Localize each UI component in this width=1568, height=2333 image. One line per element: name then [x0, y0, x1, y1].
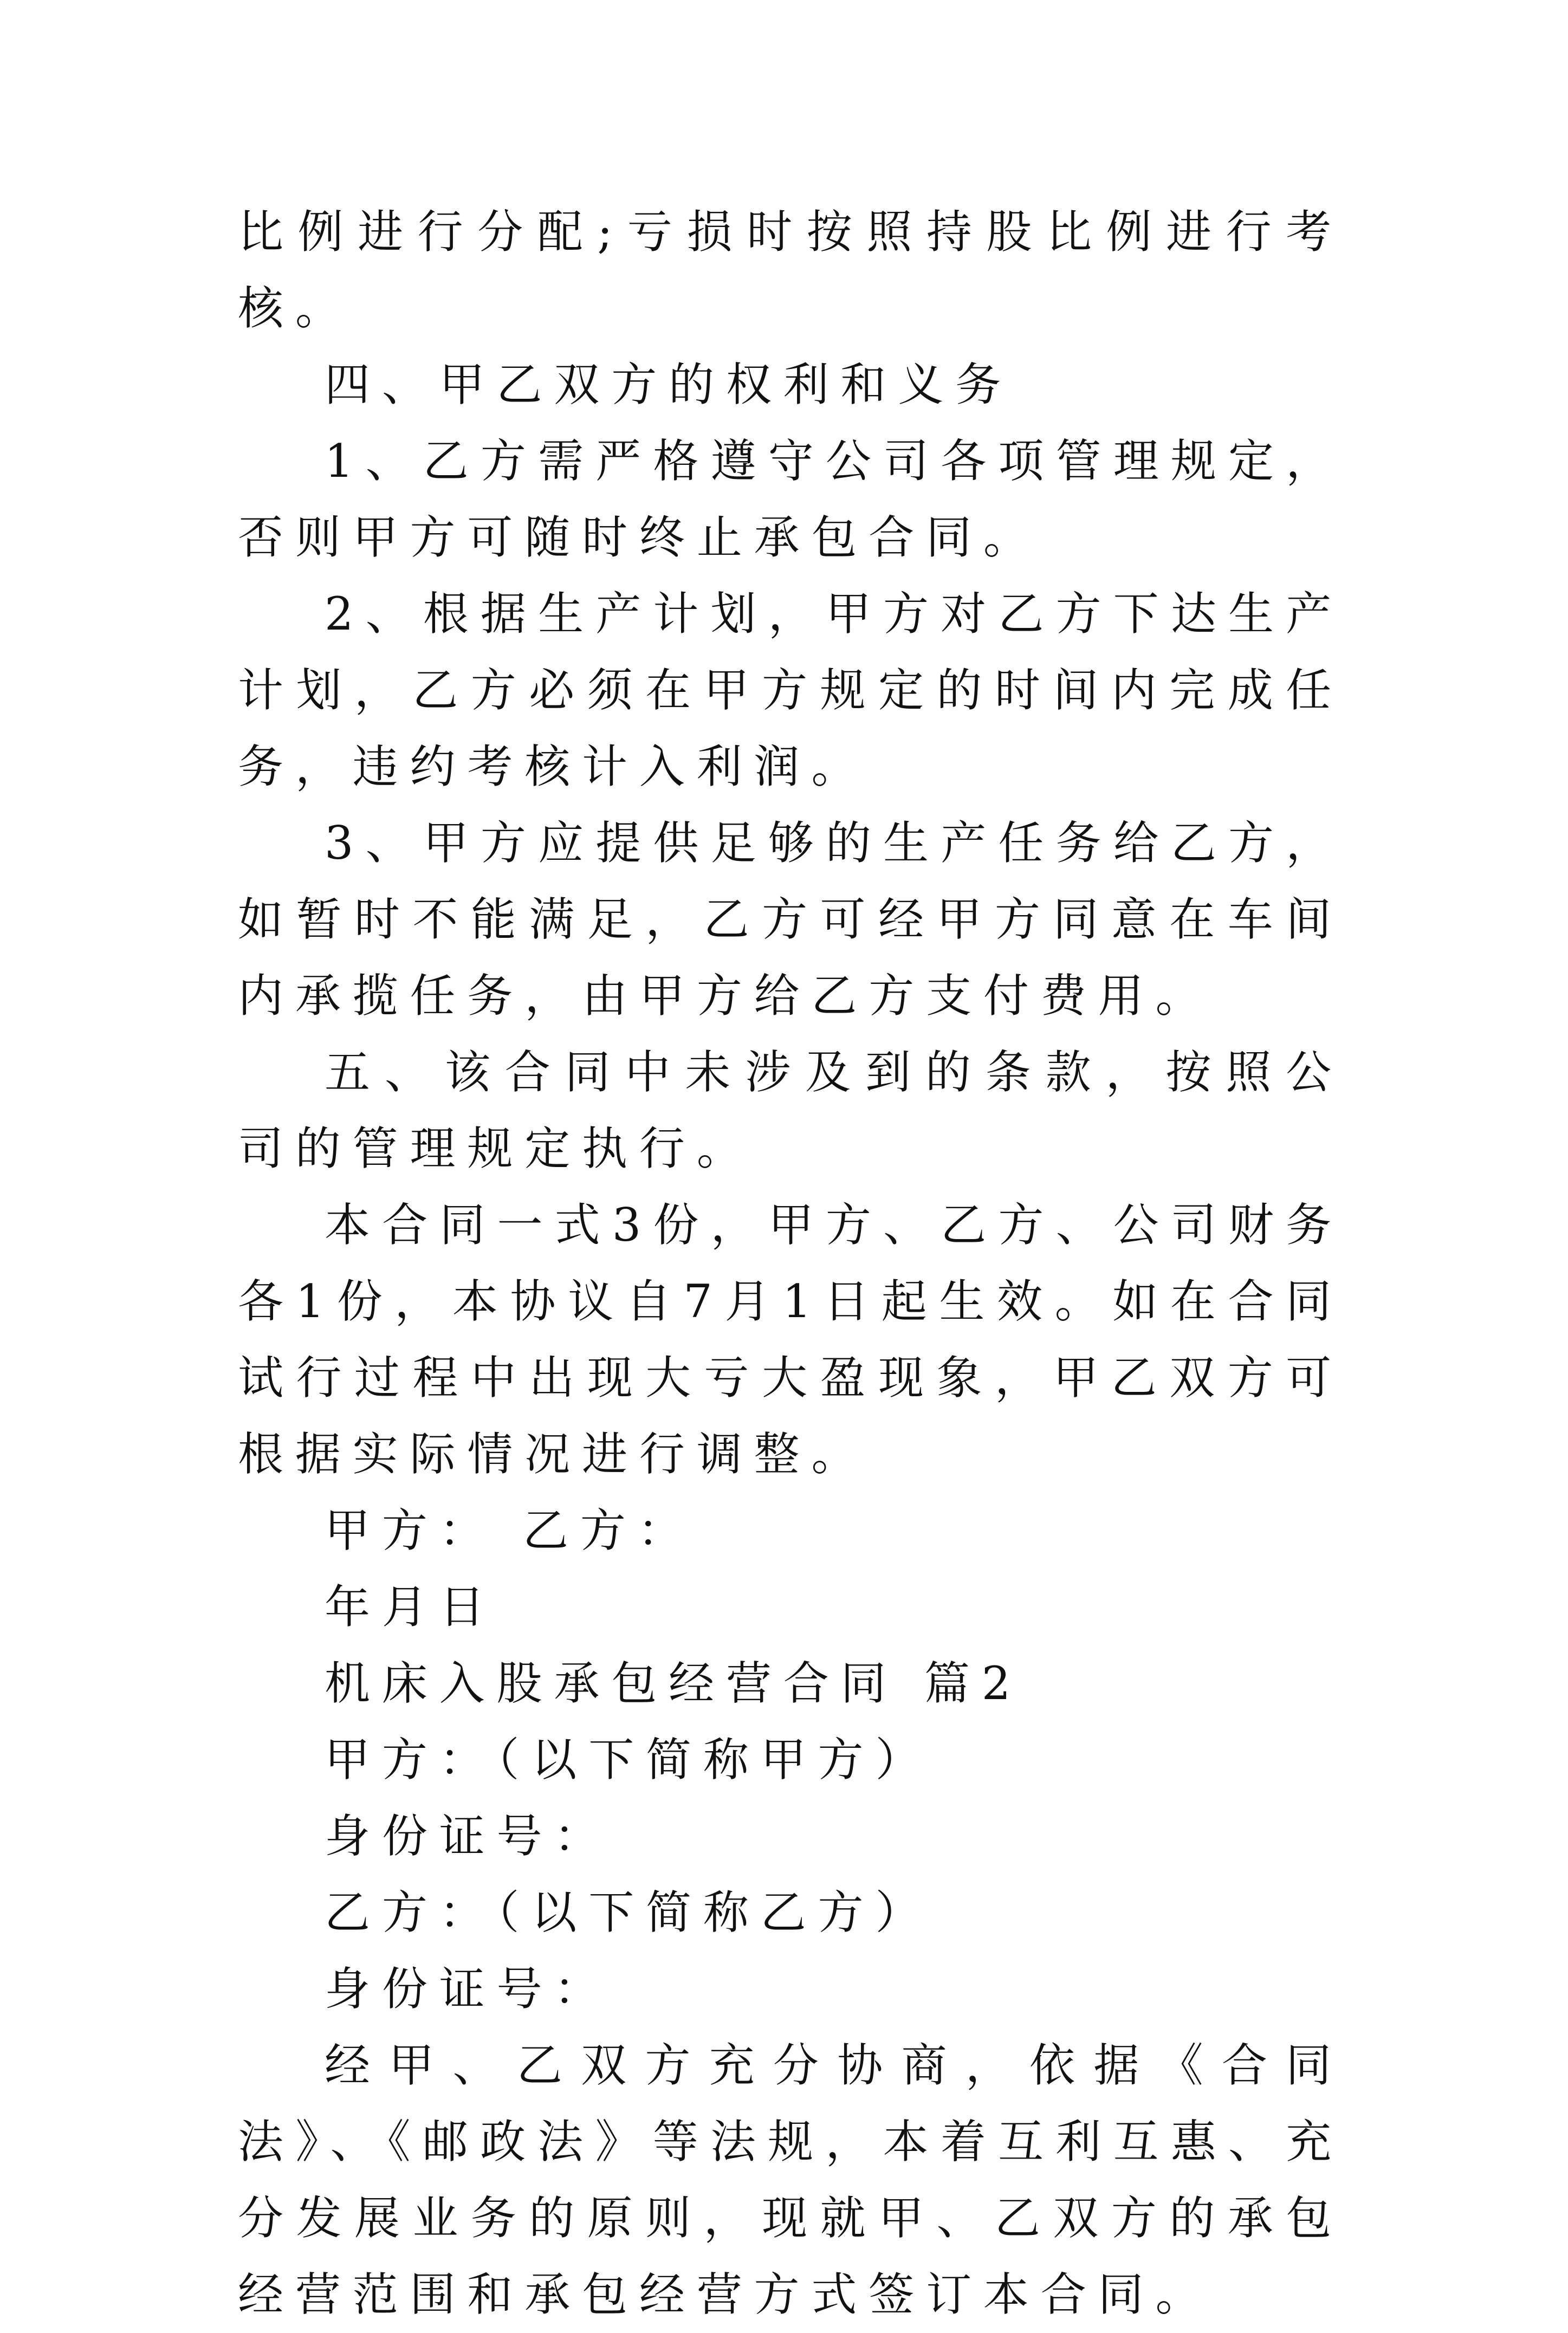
contract-copies-paragraph: 本合同一式3份，甲方、乙方、公司财务各1份，本协议自7月1日起生效。如在合同试行过程中出现大亏大盈现象，甲乙双方可根据实际情况进行调整。 [238, 1198, 1343, 1481]
party-a-line: 甲方：（以下简称甲方） [325, 1733, 933, 1786]
party-b-line: 乙方：（以下简称乙方） [325, 1886, 933, 1939]
contract-title-part-2: 机床入股承包经营合同 篇2 [325, 1657, 1023, 1710]
clause-2: 2、根据生产计划，甲方对乙方下达生产计划，乙方必须在甲方规定的时间内完成任务，违约考核计入利润。 [238, 587, 1343, 793]
party-a-id-line: 身份证号： [325, 1810, 612, 1863]
date-line: 年月日 [325, 1580, 497, 1634]
clause-3: 3、甲方应提供足够的生产任务给乙方，如暂时不能满足，乙方可经甲方同意在车间内承揽任务，由甲方给乙方支付费用。 [238, 816, 1343, 1022]
document-body [238, 194, 1343, 2333]
signature-line: 甲方： 乙方： [325, 1504, 695, 1557]
clause-1: 1、乙方需严格遵守公司各项管理规定，否则甲方可随时终止承包合同。 [238, 435, 1343, 564]
party-b-id-line: 身份证号： [325, 1962, 612, 2016]
section-heading-rights-obligations: 四、甲乙双方的权利和义务 [325, 358, 1013, 411]
section-five: 五、该合同中未涉及到的条款，按照公司的管理规定执行。 [238, 1046, 1343, 1175]
agreement-preamble: 经甲、乙双方充分协商，依据《合同法》、《邮政法》等法规，本着互利互惠、充分发展业务的原则，现就甲、乙双方的承包经营范围和承包经营方式签订本合同。 [238, 2039, 1343, 2321]
paragraph-profit-allocation: 比例进行分配;亏损时按照持股比例进行考核。 [238, 205, 1343, 335]
